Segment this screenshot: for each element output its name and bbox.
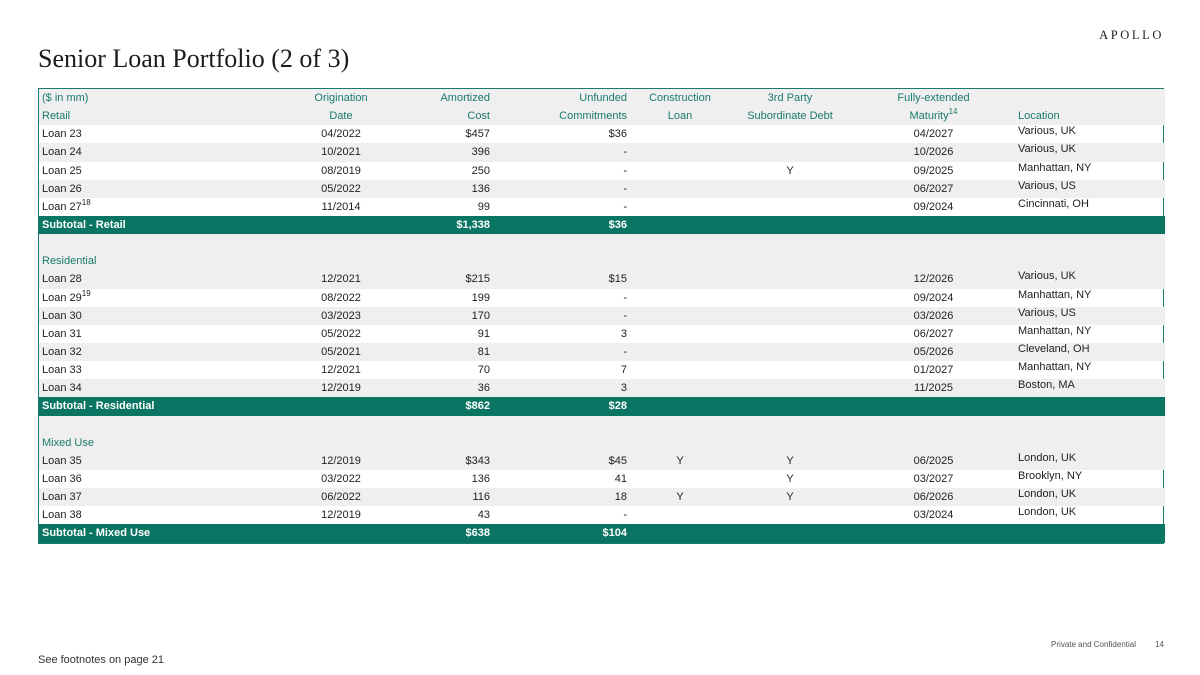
amortized-cost: 43 xyxy=(477,509,490,522)
subordinate-debt xyxy=(721,379,859,397)
header-origination: Origination xyxy=(289,89,393,107)
page-number: 14 xyxy=(1155,640,1164,649)
amortized-cost: $457 xyxy=(465,128,490,141)
subtotal-unfunded: $28 xyxy=(493,397,639,415)
loan-name-text: Loan 34 xyxy=(42,382,82,395)
table-row xyxy=(39,343,1165,361)
loan-name xyxy=(39,452,289,470)
origination-date: 08/2022 xyxy=(321,291,361,304)
loan-name xyxy=(39,343,289,361)
subtotal-unfunded: $36 xyxy=(493,216,639,234)
construction-loan xyxy=(639,270,721,288)
location: Various, UK xyxy=(1018,125,1076,138)
loan-name-text: Loan 29 xyxy=(42,291,82,304)
construction-loan xyxy=(639,506,721,524)
subordinate-debt xyxy=(721,325,859,343)
subtotal-empty xyxy=(1008,216,1165,234)
table-row xyxy=(39,379,1165,397)
subtotal-cost: $1,338 xyxy=(393,216,493,234)
construction-loan xyxy=(639,143,721,161)
location: Brooklyn, NY xyxy=(1018,469,1083,482)
loan-name-text: Loan 24 xyxy=(42,146,82,159)
origination-date: 12/2019 xyxy=(289,452,393,470)
maturity-date: 11/2025 xyxy=(859,379,1008,397)
header-units: ($ in mm) xyxy=(39,89,289,107)
loan-name xyxy=(39,289,289,307)
unfunded-commitments: - xyxy=(493,143,639,161)
construction-loan xyxy=(639,125,721,143)
confidential-label: Private and Confidential xyxy=(1051,640,1136,649)
amortized-cost: 170 xyxy=(393,307,493,325)
amortized-cost: 36 xyxy=(393,379,493,397)
table-row xyxy=(39,470,1165,488)
construction-loan xyxy=(639,379,721,397)
unfunded-commitments: - xyxy=(493,307,639,325)
maturity-date: 03/2027 xyxy=(913,473,954,486)
amortized-cost: 396 xyxy=(393,143,493,161)
location: Boston, MA xyxy=(1008,379,1165,397)
loan-name-text: Loan 27 xyxy=(42,200,82,213)
table-row xyxy=(39,452,1165,470)
subordinate-debt xyxy=(721,343,859,361)
location: Cleveland, OH xyxy=(1008,343,1165,361)
subtotal-row xyxy=(39,397,1165,415)
table-row xyxy=(39,488,1165,506)
origination-date: 03/2022 xyxy=(321,473,361,486)
unfunded-commitments: - xyxy=(623,200,627,213)
loan-name xyxy=(39,198,289,216)
loan-name xyxy=(39,325,289,343)
unfunded-commitments: 41 xyxy=(614,473,627,486)
subtotal-empty xyxy=(289,397,393,415)
origination-date: 08/2019 xyxy=(321,164,361,177)
origination-date: 12/2021 xyxy=(321,364,361,377)
maturity-date: 03/2024 xyxy=(913,509,954,522)
origination-date: 12/2021 xyxy=(289,270,393,288)
location: Various, UK xyxy=(1008,143,1165,161)
header-loan: Loan xyxy=(639,107,721,125)
maturity-date: 09/2024 xyxy=(913,291,954,304)
spacer-row xyxy=(39,234,1165,252)
unfunded-commitments: 7 xyxy=(620,364,627,377)
amortized-cost: 136 xyxy=(393,180,493,198)
subordinate-debt xyxy=(721,361,859,379)
loan-name xyxy=(39,307,289,325)
unfunded-commitments: - xyxy=(493,180,639,198)
table-row xyxy=(39,289,1165,307)
origination-date: 12/2019 xyxy=(321,509,361,522)
company-logo: APOLLO xyxy=(1099,28,1164,42)
loan-footnote: 18 xyxy=(81,197,91,207)
unfunded-commitments: - xyxy=(623,509,627,522)
subordinate-debt: Y xyxy=(786,473,794,486)
header-maturity-footnote: 14 xyxy=(948,107,958,117)
loan-name xyxy=(39,470,289,488)
unfunded-commitments: $45 xyxy=(493,452,639,470)
subtotal-cost: $638 xyxy=(393,524,493,542)
subordinate-debt xyxy=(721,198,859,216)
table-row xyxy=(39,143,1165,161)
subordinate-debt: Y xyxy=(786,164,794,177)
subtotal-row xyxy=(39,524,1165,542)
subtotal-empty xyxy=(859,397,1008,415)
spacer-cell xyxy=(39,234,1165,252)
section-label: Residential xyxy=(39,252,1165,270)
table-header xyxy=(39,89,1165,125)
unfunded-commitments: $15 xyxy=(493,270,639,288)
maturity-date: 09/2024 xyxy=(913,200,954,213)
maturity-date: 06/2027 xyxy=(913,327,954,340)
subordinate-debt: Y xyxy=(721,452,859,470)
maturity-date: 01/2027 xyxy=(913,364,954,377)
maturity-date: 06/2027 xyxy=(859,180,1008,198)
loan-footnote: 19 xyxy=(81,288,91,298)
loan-name xyxy=(39,361,289,379)
construction-loan xyxy=(639,361,721,379)
table-row xyxy=(39,125,1165,143)
subtotal-empty xyxy=(1008,397,1165,415)
construction-loan xyxy=(639,307,721,325)
subtotal-row xyxy=(39,216,1165,234)
header-commitments: Commitments xyxy=(493,107,639,125)
loan-name-text: Loan 36 xyxy=(42,473,82,486)
section-label: Mixed Use xyxy=(39,434,1165,452)
header-fully-extended: Fully-extended xyxy=(859,89,1008,107)
subordinate-debt xyxy=(721,270,859,288)
maturity-date: 12/2026 xyxy=(859,270,1008,288)
subordinate-debt xyxy=(721,289,859,307)
section-header-row xyxy=(39,252,1165,270)
origination-date: 05/2021 xyxy=(289,343,393,361)
amortized-cost: $215 xyxy=(393,270,493,288)
location: Various, US xyxy=(1008,307,1165,325)
loan-name-text: Loan 30 xyxy=(42,309,82,322)
amortized-cost: 136 xyxy=(471,473,490,486)
loan-name xyxy=(39,125,289,143)
subordinate-debt xyxy=(721,143,859,161)
amortized-cost: 99 xyxy=(477,200,490,213)
loan-name xyxy=(39,143,289,161)
loan-name xyxy=(39,506,289,524)
loan-name-text: Loan 25 xyxy=(42,164,82,177)
amortized-cost: 199 xyxy=(471,291,490,304)
location: Manhattan, NY xyxy=(1018,361,1092,374)
loan-name-text: Loan 23 xyxy=(42,128,82,141)
subtotal-empty xyxy=(721,216,859,234)
header-date: Date xyxy=(289,107,393,125)
maturity-date: 06/2026 xyxy=(859,488,1008,506)
subtotal-empty xyxy=(859,524,1008,542)
header-construction: Construction xyxy=(639,89,721,107)
maturity-date: 06/2025 xyxy=(859,452,1008,470)
subordinate-debt xyxy=(721,307,859,325)
subtotal-empty xyxy=(639,397,721,415)
amortized-cost: 250 xyxy=(471,164,490,177)
table-row xyxy=(39,180,1165,198)
header-unfunded: Unfunded xyxy=(493,89,639,107)
table-row xyxy=(39,270,1165,288)
loan-portfolio-table xyxy=(39,89,1165,543)
header-blank xyxy=(1008,89,1165,107)
section-header-row xyxy=(39,434,1165,452)
loan-name-text: Loan 38 xyxy=(42,509,82,522)
header-subordinate-debt: Subordinate Debt xyxy=(721,107,859,125)
construction-loan xyxy=(639,180,721,198)
header-maturity-label: Maturity xyxy=(909,110,949,123)
header-row-2 xyxy=(39,107,1165,125)
header-amortized: Amortized xyxy=(393,89,493,107)
location: Manhattan, NY xyxy=(1018,288,1092,301)
subtotal-label: Subtotal - Retail xyxy=(39,216,289,234)
origination-date: 04/2022 xyxy=(321,128,361,141)
location: Various, UK xyxy=(1008,270,1165,288)
amortized-cost: 116 xyxy=(393,488,493,506)
subtotal-empty xyxy=(721,397,859,415)
loan-table-container xyxy=(38,88,1164,544)
maturity-date: 03/2026 xyxy=(859,307,1008,325)
maturity-date: 05/2026 xyxy=(859,343,1008,361)
header-location: Location xyxy=(1008,107,1165,125)
subtotal-empty xyxy=(721,524,859,542)
location: Cincinnati, OH xyxy=(1018,197,1089,210)
table-row xyxy=(39,325,1165,343)
header-retail: Retail xyxy=(39,107,289,125)
unfunded-commitments: - xyxy=(623,164,627,177)
loan-name-text: Loan 31 xyxy=(42,327,82,340)
subtotal-label: Subtotal - Residential xyxy=(39,397,289,415)
construction-loan xyxy=(639,470,721,488)
subordinate-debt xyxy=(721,125,859,143)
location: London, UK xyxy=(1008,488,1165,506)
subtotal-label: Subtotal - Mixed Use xyxy=(39,524,289,542)
construction-loan xyxy=(639,325,721,343)
construction-loan: Y xyxy=(639,452,721,470)
loan-name xyxy=(39,488,289,506)
spacer-cell xyxy=(39,416,1165,434)
unfunded-commitments: 18 xyxy=(493,488,639,506)
table-row xyxy=(39,198,1165,216)
loan-name-text: Loan 26 xyxy=(42,182,82,195)
origination-date: 03/2023 xyxy=(289,307,393,325)
location: Manhattan, NY xyxy=(1018,324,1092,337)
table-body xyxy=(39,125,1165,542)
table-row xyxy=(39,506,1165,524)
page-title: Senior Loan Portfolio (2 of 3) xyxy=(38,44,350,73)
loan-name xyxy=(39,162,289,180)
table-row xyxy=(39,162,1165,180)
amortized-cost: 81 xyxy=(393,343,493,361)
loan-name xyxy=(39,180,289,198)
subtotal-empty xyxy=(859,216,1008,234)
subtotal-unfunded: $104 xyxy=(493,524,639,542)
origination-date: 10/2021 xyxy=(289,143,393,161)
loan-name-text: Loan 33 xyxy=(42,364,82,377)
construction-loan: Y xyxy=(639,488,721,506)
subtotal-cost: $862 xyxy=(393,397,493,415)
location: Various, US xyxy=(1008,180,1165,198)
amortized-cost: $343 xyxy=(393,452,493,470)
subtotal-empty xyxy=(289,216,393,234)
table-row xyxy=(39,361,1165,379)
maturity-date: 09/2025 xyxy=(913,164,954,177)
unfunded-commitments: 3 xyxy=(620,327,627,340)
subtotal-empty xyxy=(639,216,721,234)
spacer-row xyxy=(39,416,1165,434)
origination-date: 05/2022 xyxy=(289,180,393,198)
unfunded-commitments: 3 xyxy=(493,379,639,397)
construction-loan xyxy=(639,198,721,216)
header-row-1 xyxy=(39,89,1165,107)
location: London, UK xyxy=(1008,452,1165,470)
subordinate-debt xyxy=(721,180,859,198)
subtotal-empty xyxy=(639,524,721,542)
amortized-cost: 70 xyxy=(477,364,490,377)
maturity-date: 10/2026 xyxy=(859,143,1008,161)
unfunded-commitments: - xyxy=(623,291,627,304)
maturity-date: 04/2027 xyxy=(913,128,954,141)
origination-date: 05/2022 xyxy=(321,327,361,340)
table-row xyxy=(39,307,1165,325)
loan-name-text: Loan 28 xyxy=(42,273,82,286)
construction-loan xyxy=(639,162,721,180)
subordinate-debt: Y xyxy=(721,488,859,506)
subtotal-empty xyxy=(289,524,393,542)
header-3rd-party: 3rd Party xyxy=(721,89,859,107)
location: Manhattan, NY xyxy=(1018,161,1092,174)
loan-name xyxy=(39,270,289,288)
unfunded-commitments: $36 xyxy=(608,128,627,141)
location: London, UK xyxy=(1018,506,1077,519)
construction-loan xyxy=(639,289,721,307)
footnote-reference: See footnotes on page 21 xyxy=(38,654,164,666)
subtotal-empty xyxy=(1008,524,1165,542)
loan-name-text: Loan 35 xyxy=(42,454,82,467)
unfunded-commitments: - xyxy=(493,343,639,361)
origination-date: 11/2014 xyxy=(321,200,361,213)
loan-name-text: Loan 37 xyxy=(42,491,82,504)
construction-loan xyxy=(639,343,721,361)
loan-name-text: Loan 32 xyxy=(42,346,82,359)
header-cost: Cost xyxy=(393,107,493,125)
header-maturity xyxy=(859,107,1008,125)
amortized-cost: 91 xyxy=(477,327,490,340)
subordinate-debt xyxy=(721,506,859,524)
origination-date: 12/2019 xyxy=(289,379,393,397)
origination-date: 06/2022 xyxy=(289,488,393,506)
loan-name xyxy=(39,379,289,397)
